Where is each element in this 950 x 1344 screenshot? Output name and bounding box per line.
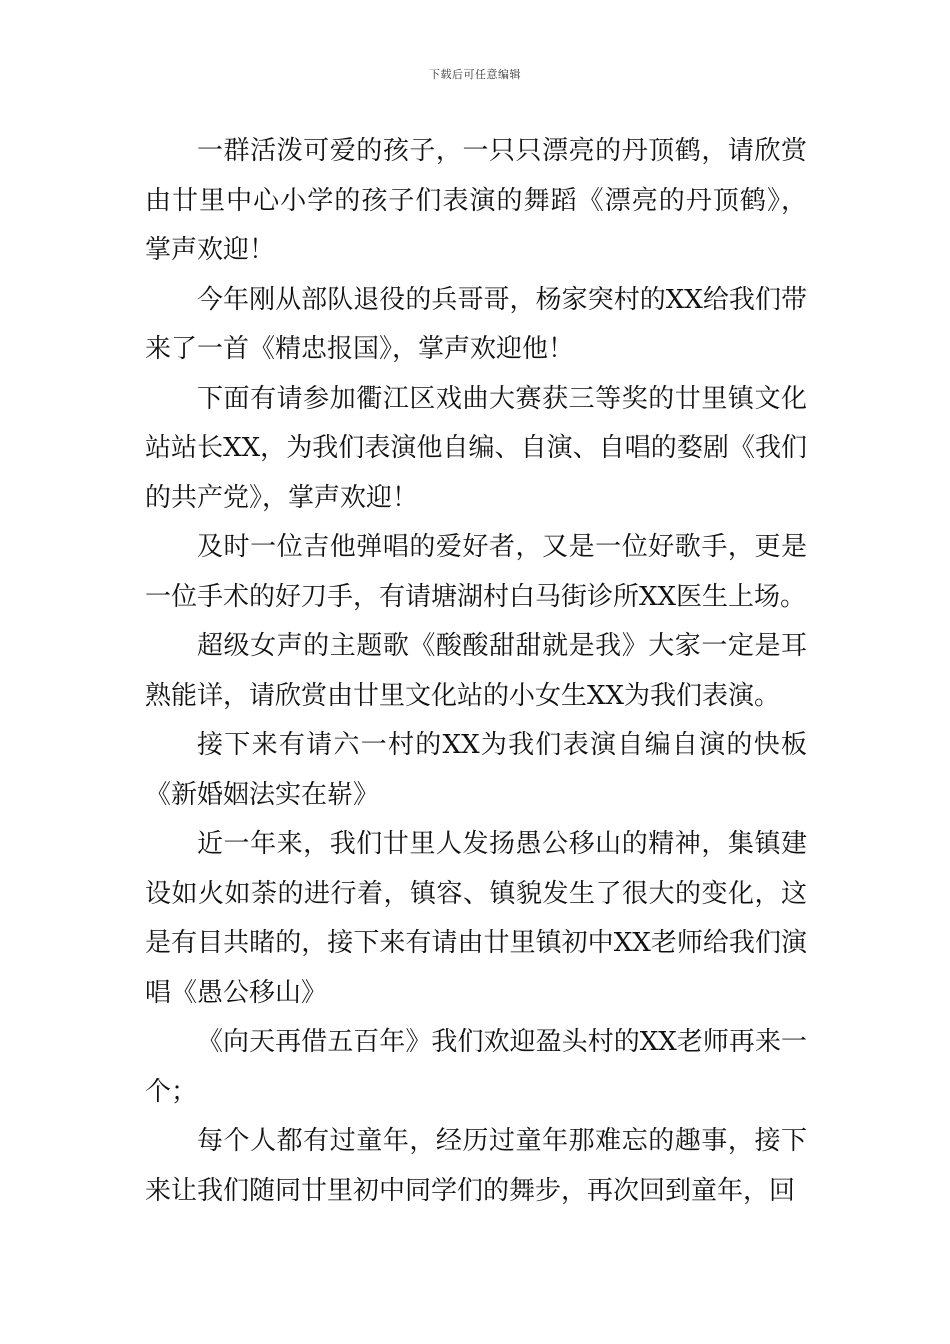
paragraph: 今年刚从部队退役的兵哥哥，杨家突村的XX给我们带来了一首《精忠报国》，掌声欢迎他！	[145, 284, 807, 364]
paragraph: 下面有请参加衢江区戏曲大赛获三等奖的廿里镇文化站站长XX，为我们表演他自编、自演、自唱的婺剧《我们的共产党》，掌声欢迎！	[145, 383, 807, 513]
document-body	[145, 127, 807, 1216]
paragraph: 及时一位吉他弹唱的爱好者，又是一位好歌手，更是一位手术的好刀手，有请塘湖村白马街诊所XX医生上场。	[145, 532, 807, 612]
paragraph: 《向天再借五百年》我们欢迎盈头村的XX老师再来一个；	[145, 1027, 807, 1107]
paragraph: 每个人都有过童年，经历过童年那难忘的趣事，接下来让我们随同廿里初中同学们的舞步，再次回到童年，回	[145, 1126, 807, 1206]
page-header: 下载后可任意编辑	[429, 68, 521, 81]
paragraph: 超级女声的主题歌《酸酸甜甜就是我》大家一定是耳熟能详，请欣赏由廿里文化站的小女生XX为我们表演。	[145, 631, 807, 711]
paragraph: 近一年来，我们廿里人发扬愚公移山的精神，集镇建设如火如荼的进行着，镇容、镇貌发生了很大的变化，这是有目共睹的，接下来有请由廿里镇初中XX老师给我们演唱《愚公移山》	[145, 829, 807, 1008]
paragraph: 接下来有请六一村的XX为我们表演自编自演的快板《新婚姻法实在崭》	[145, 730, 807, 810]
paragraph: 一群活泼可爱的孩子，一只只漂亮的丹顶鹤，请欣赏由廿里中心小学的孩子们表演的舞蹈《漂亮的丹顶鹤》，掌声欢迎！	[145, 136, 807, 265]
